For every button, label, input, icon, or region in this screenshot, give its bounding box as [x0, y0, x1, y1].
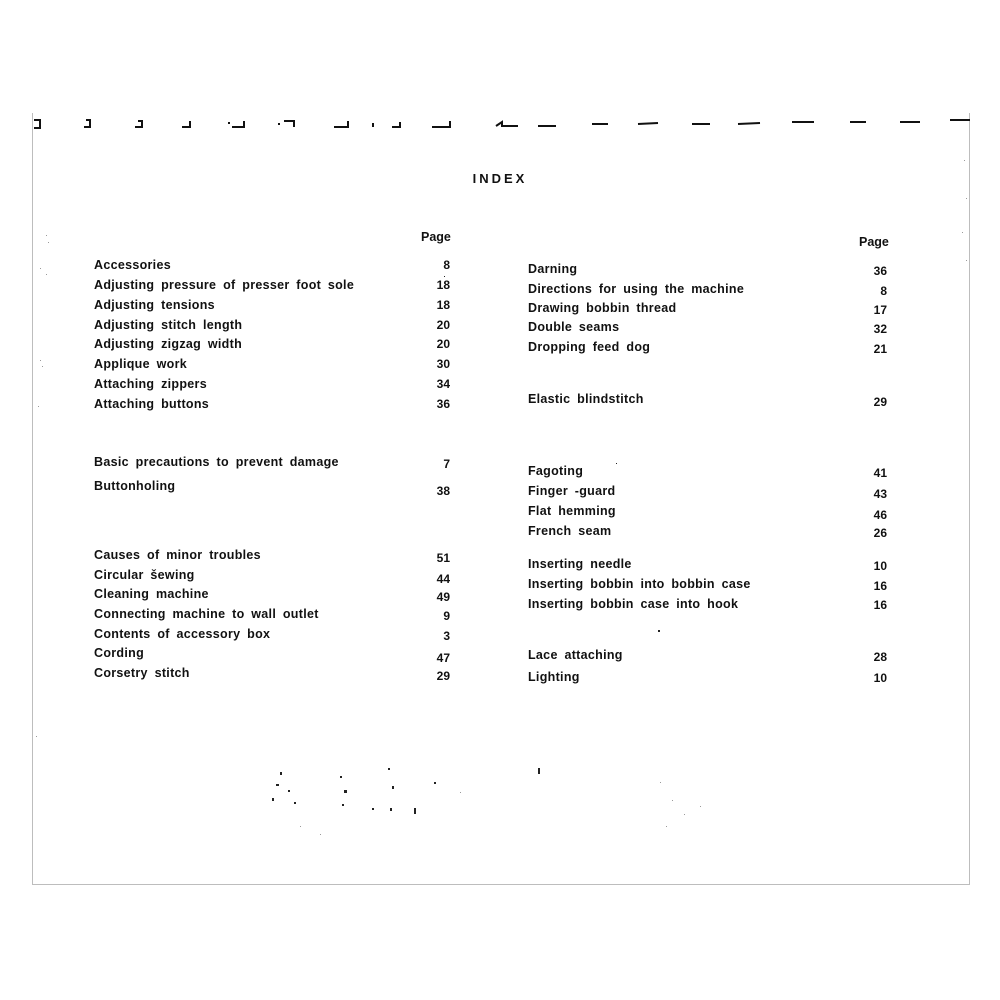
index-entry-label: Adjusting tensions: [94, 298, 215, 312]
index-entry-page: 29: [436, 669, 450, 683]
index-entry-label: Corsetry stitch: [94, 666, 190, 680]
index-entry-label: Elastic blindstitch: [528, 392, 644, 406]
index-entry-page: 43: [873, 487, 887, 501]
index-title: INDEX: [472, 171, 528, 186]
index-entry-label: Adjusting pressure of presser foot sole: [94, 278, 355, 292]
index-entry-label: French seam: [528, 524, 612, 538]
index-entry-page: 38: [436, 484, 450, 498]
index-entry-label: Contents of accessory box: [94, 627, 271, 641]
index-entry-page: 30: [436, 357, 450, 371]
index-entry-label: Adjusting stitch length: [94, 318, 243, 332]
right-page-label: Page: [859, 235, 889, 249]
index-entry-label: Darning: [528, 262, 578, 276]
index-entry-page: 44: [436, 572, 450, 586]
index-entry-page: 9: [443, 609, 450, 623]
binding-marks: [32, 112, 970, 134]
index-entry-page: 16: [873, 579, 887, 593]
scanned-page-frame: [32, 113, 970, 885]
index-entry-label: Dropping feed dog: [528, 340, 651, 354]
index-entry-label: Cording: [94, 646, 145, 660]
index-entry-page: 8: [443, 258, 450, 272]
index-entry-page: 28: [873, 650, 887, 664]
index-entry-page: 18: [436, 278, 450, 292]
index-entry-label: Accessories: [94, 258, 171, 272]
index-entry-label: Circular šewing: [94, 568, 195, 582]
index-entry-label: Adjusting zigzag width: [94, 337, 243, 351]
index-entry-page: 36: [436, 397, 450, 411]
index-entry-label: Connecting machine to wall outlet: [94, 607, 319, 621]
index-entry-label: Lighting: [528, 670, 580, 684]
index-entry-page: 8: [880, 284, 887, 298]
index-entry-page: 16: [873, 598, 887, 612]
index-entry-label: Fagoting: [528, 464, 584, 478]
index-entry-page: 46: [873, 508, 887, 522]
index-entry-page: 10: [873, 671, 887, 685]
index-entry-label: Inserting bobbin into bobbin case: [528, 577, 751, 591]
index-entry-label: Drawing bobbin thread: [528, 301, 677, 315]
index-entry-page: 10: [873, 559, 887, 573]
index-entry-label: Attaching buttons: [94, 397, 210, 411]
index-entry-label: Attaching zippers: [94, 377, 207, 391]
index-entry-page: 49: [436, 590, 450, 604]
index-entry-page: 41: [873, 466, 887, 480]
index-entry-page: 7: [443, 457, 450, 471]
left-page-label: Page: [421, 230, 451, 244]
index-entry-label: Buttonholing: [94, 479, 176, 493]
index-entry-label: Directions for using the machine: [528, 282, 745, 296]
index-entry-label: Inserting needle: [528, 557, 632, 571]
index-entry-label: Lace attaching: [528, 648, 623, 662]
index-entry-label: Double seams: [528, 320, 620, 334]
index-entry-page: 34: [436, 377, 450, 391]
index-entry-page: 32: [873, 322, 887, 336]
index-entry-label: Flat hemming: [528, 504, 616, 518]
index-entry-page: 3: [443, 629, 450, 643]
index-entry-label: Cleaning machine: [94, 587, 209, 601]
index-entry-page: 18: [436, 298, 450, 312]
index-entry-label: Inserting bobbin case into hook: [528, 597, 739, 611]
index-entry-page: 17: [873, 303, 887, 317]
index-entry-page: 26: [873, 526, 887, 540]
index-entry-page: 21: [873, 342, 887, 356]
index-entry-page: 20: [436, 337, 450, 351]
index-entry-label: Applique work: [94, 357, 188, 371]
index-entry-page: 51: [436, 551, 450, 565]
index-entry-page: 36: [873, 264, 887, 278]
index-entry-page: 20: [436, 318, 450, 332]
index-entry-label: Basic precautions to prevent damage: [94, 455, 339, 469]
index-entry-page: 29: [873, 395, 887, 409]
index-entry-label: Finger -guard: [528, 484, 616, 498]
index-entry-page: 47: [436, 651, 450, 665]
index-entry-label: Causes of minor troubles: [94, 548, 261, 562]
